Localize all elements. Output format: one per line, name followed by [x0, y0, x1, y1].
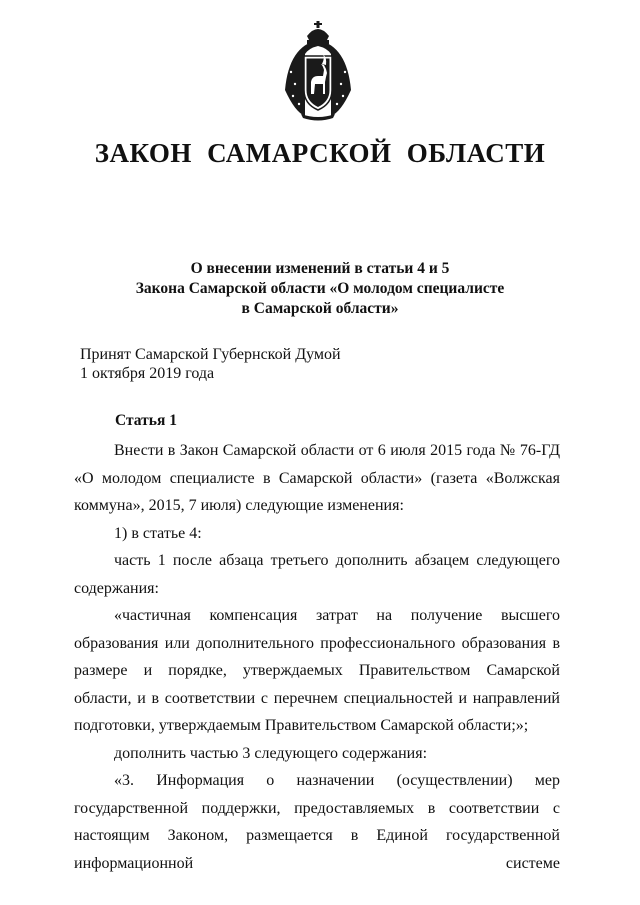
paragraph: «3. Информация о назначении (осуществлении) мер государственной поддержки, предоставляемых в соответствии с настоящим Законом, размещается в Единой государственной информационной системе — [74, 772, 560, 872]
law-subtitle — [0, 259, 640, 319]
article-body — [74, 437, 560, 877]
law-title: ЗАКОН САМАРСКОЙ ОБЛАСТИ — [94, 138, 546, 168]
coat-of-arms-emblem — [279, 20, 357, 122]
subtitle-line: Закона Самарской области «О молодом специалисте — [135, 280, 505, 297]
subtitle-line: О внесении изменений в статьи 4 и 5 — [190, 260, 450, 277]
paragraph: дополнить частью 3 следующего содержания: — [114, 744, 428, 762]
subtitle-line: в Самарской области» — [241, 300, 399, 317]
adopted-date: 1 октября 2019 года — [80, 365, 215, 382]
adoption-info — [80, 345, 341, 383]
paragraph: 1) в статье 4: — [114, 524, 202, 542]
article-heading: Статья 1 — [115, 412, 177, 429]
paragraph: часть 1 после абзаца третьего дополнить абзацем следующего содержания: — [74, 552, 560, 597]
paragraph: «частичная компенсация затрат на получение высшего образования или дополнительного профессионального образования в размере и порядке, утверждаемых Правительством Самарской области, и в соответствии с перечнем специальностей и направлений подготовки, утверждаемым Правительством Самарской области;»; — [74, 607, 560, 734]
adopted-by: Принят Самарской Губернской Думой — [80, 346, 341, 363]
paragraph: Внести в Закон Самарской области от 6 июля 2015 года № 76-ГД «О молодом специалисте в Самарской области» (газета «Волжская коммуна», 2015, 7 июля) следующие изменения: — [74, 442, 560, 514]
